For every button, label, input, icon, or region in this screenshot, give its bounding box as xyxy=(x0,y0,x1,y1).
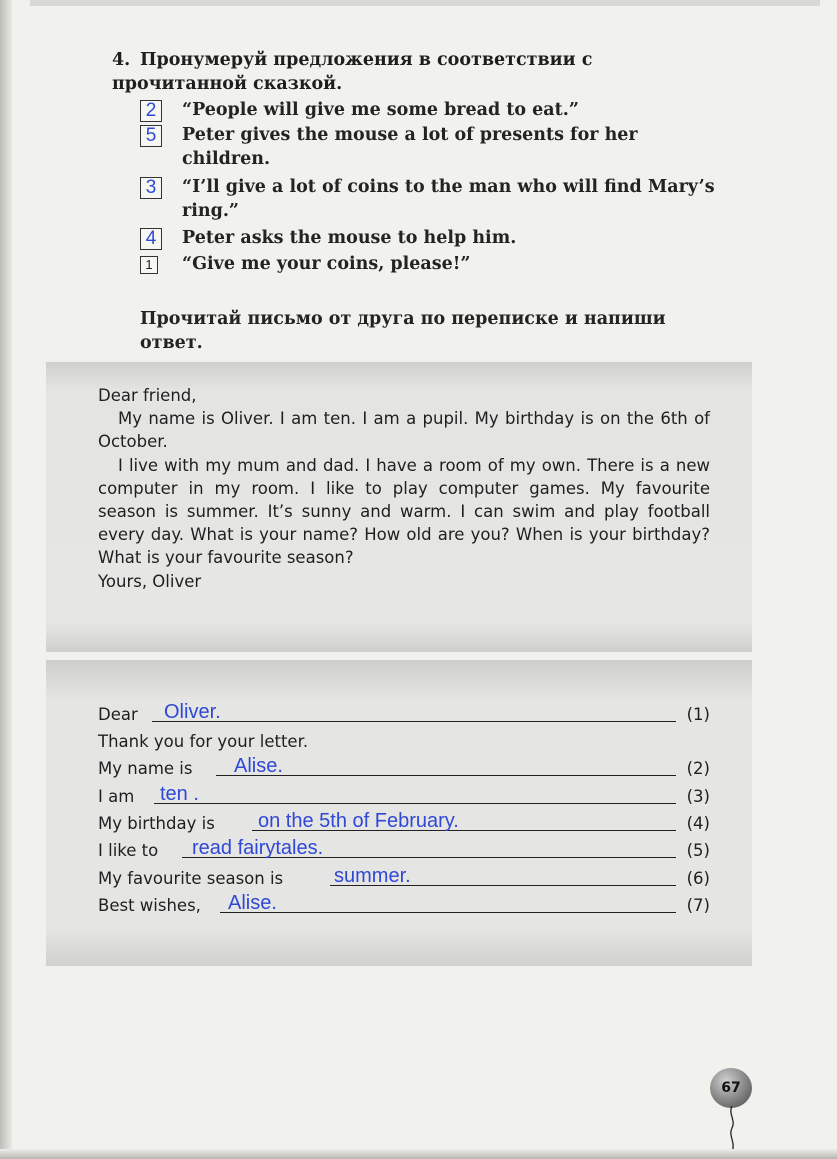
reply-line xyxy=(98,702,710,728)
handwritten-answer: read fairytales. xyxy=(192,837,324,859)
letter-paragraph: My name is Oliver. I am ten. I am a pupil. My birthday is on the 6th of October. xyxy=(98,409,710,452)
task-title: Пронумеруй предложения в соответствии с прочитанной сказкой. xyxy=(112,50,593,94)
answer-underline[interactable] xyxy=(154,803,676,804)
reply-label: I am xyxy=(98,787,135,806)
sentence-item xyxy=(140,123,730,171)
handwritten-answer: on the 5th of February. xyxy=(258,810,459,832)
letter-greeting: Dear friend, xyxy=(98,386,197,405)
sentence-item xyxy=(140,175,730,223)
sentence-text: “People will give me some bread to eat.” xyxy=(182,100,579,120)
handwritten-answer: Alise. xyxy=(228,892,277,914)
reply-label: Best wishes, xyxy=(98,896,201,915)
reply-label: My birthday is xyxy=(98,814,215,833)
letter-task-instruction: Прочитай письмо от друга по переписке и напиши ответ. xyxy=(140,309,666,353)
line-number: (1) xyxy=(686,705,710,724)
handwritten-answer: summer. xyxy=(334,865,411,887)
line-number: (6) xyxy=(686,869,710,888)
sentence-item xyxy=(140,226,730,250)
page-number-balloon: 67 xyxy=(710,1068,752,1108)
number-box[interactable]: 3 xyxy=(140,177,162,199)
reply-line xyxy=(98,729,710,755)
line-number: (5) xyxy=(686,841,710,860)
reply-line xyxy=(98,756,710,782)
balloon-string-icon xyxy=(726,1106,738,1152)
friend-letter xyxy=(98,384,710,593)
line-number: (2) xyxy=(686,759,710,778)
answer-underline[interactable] xyxy=(220,912,676,913)
answer-underline[interactable] xyxy=(216,775,676,776)
handwritten-answer: ten . xyxy=(160,783,199,805)
task-number: 4. xyxy=(112,50,131,70)
sentence-text: “Give me your coins, please!” xyxy=(182,254,471,274)
number-box[interactable]: 2 xyxy=(140,100,162,122)
line-number: (3) xyxy=(686,787,710,806)
sentence-text: “I’ll give a lot of coins to the man who will find Mary’s ring.” xyxy=(182,177,715,221)
number-box[interactable]: 4 xyxy=(140,228,162,250)
reply-label: My name is xyxy=(98,759,193,778)
reply-line xyxy=(98,838,710,864)
sentence-item xyxy=(140,252,730,276)
number-box[interactable]: 1 xyxy=(140,256,158,274)
page-bottom-edge xyxy=(0,1149,837,1159)
page-top-edge xyxy=(30,0,820,6)
reply-label: My favourite season is xyxy=(98,869,284,888)
letter-closing: Yours, Oliver xyxy=(98,571,202,591)
line-number: (7) xyxy=(686,896,710,915)
sentence-item xyxy=(140,98,730,122)
handwritten-answer: Oliver. xyxy=(164,701,221,723)
sentence-text: Peter asks the mouse to help him. xyxy=(182,228,517,248)
reply-line xyxy=(98,893,710,919)
page-binding-shadow xyxy=(0,0,12,1159)
reply-label: Dear xyxy=(98,705,138,724)
line-number: (4) xyxy=(686,814,710,833)
letter-paragraph: I live with my mum and dad. I have a room of my own. There is a new computer in my room. I like to play computer games. My favourite season is summer. It’s sunny and warm. I can swim and play football every day. What is your name? How old are you? When is your birthday? What is your favourite season? xyxy=(98,455,710,568)
handwritten-answer: Alise. xyxy=(234,755,283,777)
reply-label: Thank you for your letter. xyxy=(98,732,309,751)
reply-label: I like to xyxy=(98,841,159,860)
reply-line xyxy=(98,811,710,837)
number-box[interactable]: 5 xyxy=(140,125,162,147)
reply-line xyxy=(98,784,710,810)
reply-line xyxy=(98,866,710,892)
task-4-instruction xyxy=(112,48,732,96)
answer-underline[interactable] xyxy=(152,721,676,722)
sentence-text: Peter gives the mouse a lot of presents for her children. xyxy=(182,125,638,169)
